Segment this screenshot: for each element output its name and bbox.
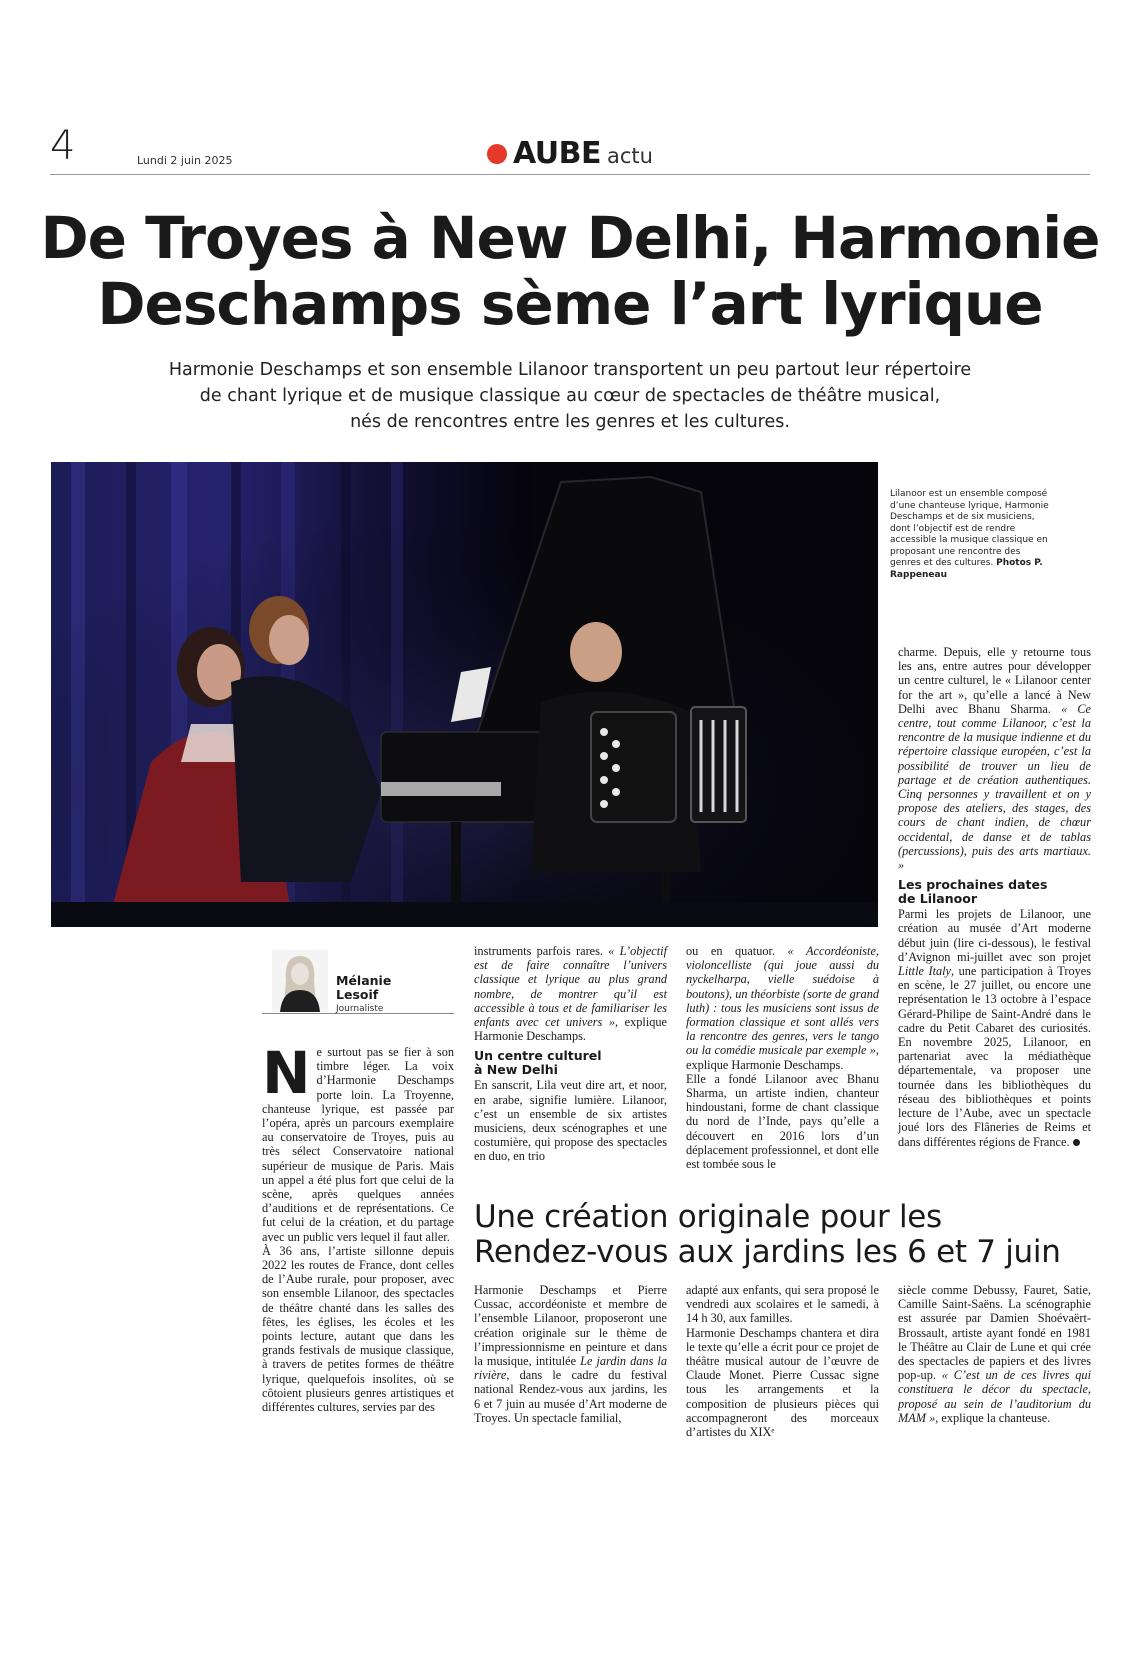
page-number: 4 [50,123,76,169]
subheading-line-1: Un centre culturel [474,1048,602,1064]
section-brand [487,136,653,171]
paragraph: Harmonie Deschamps chantera et dira le texte qu’elle a écrit pour ce projet de théâtre musical autour de l’œuvre de Claude Monet. Pierre Cussac signe tous les arrangements et la composition de plusieurs pièces qui accompagneront des morceaux d’artistes du XIXᵉ [686,1325,879,1440]
standfirst-line-3: nés de rencontres entre les genres et les cultures. [350,412,790,432]
secondary-headline-line-1: Une création originale pour les [474,1199,942,1235]
paragraph [686,944,879,1072]
text-run: ou en quatuor. [686,944,788,958]
article-standfirst [130,357,1010,435]
paragraph [898,645,1091,872]
text-run: , explique la chanteuse. [935,1410,1051,1425]
subheading-next-dates [898,878,1091,906]
standfirst-line-2: de chant lyrique et de musique classique au cœur de spectacles de théâtre musical, [199,386,941,406]
article-column-3 [686,944,879,1171]
author-avatar [272,950,328,1012]
paragraph [474,944,667,1043]
subheading-new-delhi [474,1049,667,1077]
quote: « Accordéoniste, violoncelliste (qui joue aussi du nyckelharpa, vielle suédoise à boutons), un théorbiste (sorte de grand luth) : tous les musiciens sont issus de formation classique et sont allés vers la rencontre des genres, vers le tango ou la comédie musicale par exemple » [686,944,879,1058]
author-role: Journaliste [336,1004,384,1014]
author-last-name: Lesoif [336,987,379,1002]
intro-text: e surtout pas se fier à son timbre léger. La voix d’Harmonie Deschamps porte loin. La Troyenne, chanteuse lyrique, est passée par l’opéra, après un parcours exemplaire au conservatoire de Troyes, puis au très sélect Conservatoire national supérieur de musique de Paris. Mais un appel a été plus fort que celui de la scène, après quelques années d’auditions et de représentations. Ce fut celui de la création, et du partage avec un public vers lequel il faut aller. [262,1045,454,1244]
text-run: instruments parfois rares. [474,944,609,958]
text-run: siècle comme Debussy, Fauret, Satie, Camille Saint-Saëns. La scénographie est assurée par Damien Shoévaërt-Brossault, artiste ayant fondé en 1981 le Théâtre au Clair de Lune et qui crée des spectacles de papiers et des livres pop-up. [898,1283,1091,1383]
headline-line-2: Deschamps sème l’art lyrique [97,270,1043,338]
secondary-headline-line-2: Rendez-vous aux jardins les 6 et 7 juin [474,1234,1061,1270]
text-run: Harmonie Deschamps et Pierre Cussac, accordéoniste et membre de l’ensemble Lilanoor, proposeront une création originale sur le thème de l’impressionnisme en peinture et dans la musique, intitulée [474,1283,667,1369]
section-name: actu [607,144,653,168]
dropcap: N [262,1039,311,1107]
caption-text: Lilanoor est un ensemble composé d’une chanteuse lyrique, Harmonie Deschamps et de six musiciens, dont l’objectif est de rendre accessible la musique classique en proposant une rencontre des genres et des cultures. [890,489,1049,568]
standfirst-line-1: Harmonie Deschamps et son ensemble Lilanoor transportent un peu partout leur répertoire [168,360,972,380]
text-run: , une participation à Troyes en scène, le 27 juillet, ou encore une représentation le 13 octobre à l’espace Gérard-Philipe de Saint-André dans le cadre du Petit Cabaret des curiosités. En novembre 2025, Lilanoor, en partenariat avec la médiathèque départementale, va proposer une tournée dans les bibliothèques du réseau des bibliothèques et points lecture de l’Aube, avec un spectacle joué lors des Flâneries de Reims et dans différentes régions de France. [898,964,1091,1149]
text-run: Parmi les projets de Lilanoor, une création au musée d’Art moderne début juin (lire ci-dessous), le festival d’Avignon mi-juillet avec son projet [898,907,1091,964]
article-column-2 [474,944,667,1164]
paragraph: À 36 ans, l’artiste sillonne depuis 2022 les routes de France, dont celles de l’Aube rurale, pour proposer, avec son ensemble Lilanoor, des spectacles de théâtre chanté dans les salles des fêtes, les églises, les écoles et les points lecture, autant que dans les grands festivals de musique classique, à travers de petites formes de théâtre lyrique, quelquefois insolites, où se côtoient plusieurs genres artistiques et différentes cultures, servies par des [262,1243,454,1415]
photo-caption [890,489,1050,581]
text-run: charme. Depuis, elle y retourne tous les ans, entre autres pour développer un centre culturel, le « Lilanoor center for the art », qu’elle a lancé à New Delhi avec Bhanu Sharma. [898,645,1091,716]
paragraph: En sanscrit, Lila veut dire art, et noor, en arabe, signifie lumière. Lilanoor, c’est un ensemble de six artistes musiciens, deux scénographes et une costumière, qui propose des spectacles en duo, en trio [474,1078,667,1164]
paragraph: Elle a fondé Lilanoor avec Bhanu Sharma, un artiste indien, chanteur hindoustani, forme de chant classique du nord de l’Inde, pays qu’elle a découvert en 2016 lors d’un déplacement professionnel, et dont elle est tombée sous le [686,1071,879,1172]
author-name [336,974,391,1002]
quote: « C’est un de ces livres qui constituera le décor du spectacle, proposé au sein de l’auditorium du MAM » [898,1368,1091,1425]
publication-date: Lundi 2 juin 2025 [137,154,233,167]
text-run: , dans le cadre du festival national Rendez-vous aux jardins, les 6 et 7 juin au musée d’Art moderne de Troyes. Un spectacle familial, [474,1368,667,1425]
paragraph [474,1283,667,1425]
paragraph [898,907,1091,1148]
subheading-line-1: Les prochaines dates [898,877,1048,893]
header-divider [50,174,1090,175]
quote: « Ce centre, tout comme Lilanoor, c’est la rencontre de la musique indienne et du répertoire classique européen, c’est la possibilité de trouver un lieu de partage et de création authentiques. Cinq personnes y travaillent et on y propose des ateliers, des stages, des cours de chant indien, de chœur occidental, de danse et de tablas (percussions), puis des arts martiaux. » [898,701,1091,873]
secondary-headline [474,1200,1094,1270]
headline-line-1: De Troyes à New Delhi, Harmonie [40,204,1100,272]
secondary-column-1 [474,1283,667,1425]
concert-photo [51,462,878,927]
show-title: Little Italy [898,964,952,979]
secondary-column-3 [898,1283,1091,1425]
paragraph [898,1283,1091,1425]
paragraph: adapté aux enfants, qui sera proposé le vendredi aux scolaires et le samedi, à 14 h 30, aux familles. [686,1283,879,1326]
end-of-article-icon [1073,1139,1080,1146]
brand-name: AUBE [513,136,602,171]
article-column-1 [262,1039,454,1415]
show-title: Le jardin dans la rivière [474,1354,667,1383]
quote: « L’objectif est de faire connaître l’univers classique et lyrique au plus grand nombre, de montrer qu’il est accessible à tous et de familiariser les enfants avec cet univers » [474,944,667,1030]
brand-dot-icon [487,144,507,164]
subheading-line-2: à New Delhi [474,1062,558,1078]
author-byline [262,946,454,1014]
paragraph-intro [262,1039,454,1244]
article-headline [40,205,1100,337]
text-run: , explique Harmonie Deschamps. [686,1043,879,1072]
photo-credit: Photos P. Rappeneau [890,558,1043,580]
author-first-name: Mélanie [336,973,392,988]
subheading-line-2: de Lilanoor [898,891,977,907]
text-run: , explique Harmonie Deschamps. [474,1015,667,1044]
article-column-4 [898,645,1091,1149]
secondary-column-2 [686,1283,879,1439]
